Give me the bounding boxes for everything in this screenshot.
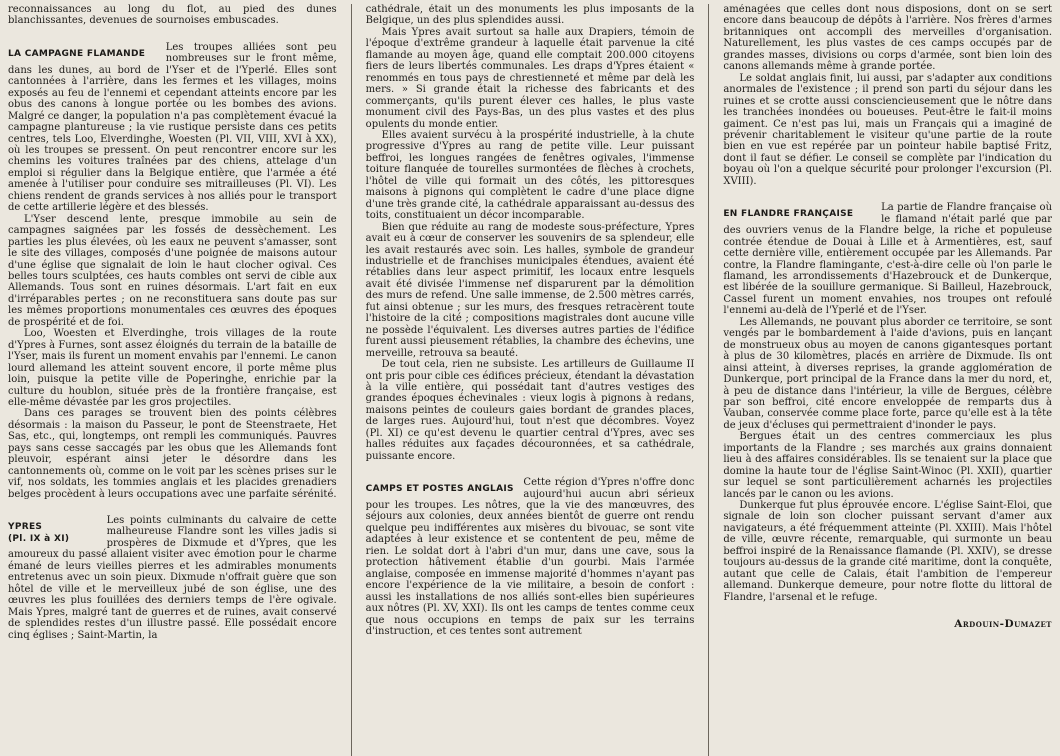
column-divider <box>708 4 709 756</box>
paragraph: Les Allemands, ne pouvant plus aborder ce territoire, se sont vengés par le bombardement à l'aide d'avions, puis en lançant de monstrueux obus au moyen de canons gigantesques portant à plus de 30 kilomètres, placés en arrière de Dixmude. Ils ont ainsi atteint, à diverses reprises, la grande agglomération de Dunkerque, port principal de la France dans la mer du nord, et, à peu de distance dans l'intérieur, la ville de Bergues, célèbre par son beffroi, cité encore enveloppée de remparts dus à Vauban, conservée comme place forte, parce qu'elle est à la tête de jeux d'écluses qui permettraient d'inonder le pays. <box>723 316 1053 431</box>
paragraph: Bergues était un des centres commerciaux les plus importants de la Flandre ; ses marchés aux grains donnaient lieu à des affaires considérables. Ils se tenaient sur la place que domine la haute tour de l'église Saint-Winoc (Pl. XXII), quartier sur lequel se sont particulièrement acharnés les projectiles lancés par le canon ou les avions. <box>723 431 1053 500</box>
paragraph: Elles avaient survécu à la prospérité industrielle, à la chute progressive d'Ypres au rang de petite ville. Leur puissant beffroi, les longues rangées de fenêtres ogivales, l'immense toiture flanquée de tourelles surmontées de flèches à crochets, l'hôtel de ville qui formait un des côtés, les pittoresques maisons à pignons qui complètent le cadre d'une place digne d'une très grande cité, la cathédrale apparaissant au-dessus des toits, constituaient un décor incomparable. <box>365 129 695 222</box>
paragraph: Les troupes alliées sont peu nombreuses sur le front même, dans les dunes, au bord de l'Yser et de l'Yperlé. Elles sont cantonnées à l'arrière, dans les fermes et les villages, moins exposés au feu de l'ennemi et cependant atteints encore par les obus des canons à longue portée ou les bombes des avions. Malgré ce danger, la population n'a pas complètement évacué la campagne plantureuse ; la vie rustique persiste dans ces petits centres, tels Loo, Elverdinghe, Woesten (Pl. VII, VIII, XVI à XX), où les troupes se pressent. On peut rencontrer encore sur les chemins les voitures traînées par des chiens, attelage d'un emploi si régulier dans la Belgique entière, que l'armée a été amenée à l'utiliser pour conduire ses mitrailleuses (Pl. VI). Les chiens rendent de grands services à nos alliés pour le transport de cette artillerie légère et des blessés. <box>8 41 337 214</box>
paragraph: Mais Ypres avait surtout sa halle aux Drapiers, témoin de l'époque d'extrême grandeur à laquelle était parvenue la cité flamande au moyen âge, quand elle comptait 200.000 citoyens fiers de leurs libertés communales. Les draps d'Ypres étaient « renommés en tous pays de chrestienneté et même par delà les mers. » Si grande était la richesse des fabricants et des commerçants, qu'ils purent élever ces halles, le plus vaste monument civil des Pays-Bas, un des plus vastes et des plus opulents du monde entier. <box>365 26 695 130</box>
column-divider <box>351 4 352 756</box>
paragraph: Loo, Woesten et Elverdinghe, trois villages de la route d'Ypres à Furnes, sont assez éloignés du terrain de la bataille de l'Yser, mais ils furent un moment envahis par l'ennemi. Le canon lourd allemand les atteint souvent encore, il porte même plus loin, puisque la petite ville de Poperinghe, enrichie par la culture du houblon, située près de la frontière française, est elle-même dévastée par les gros projectiles. <box>8 328 337 408</box>
paragraph: Le soldat anglais finit, lui aussi, par s'adapter aux conditions anormales de l'existence ; il prend son parti du séjour dans les ruines et se crotte aussi consciencieusement que le nôtre dans les tranchées inondées ou boueuses. Peut-être le fait-il moins gaiment. Ce n'est pas lui, mais un Français qui a imaginé de prévenir charitablement le visiteur qu'une partie de la route bien en vue est repérée par un pointeur habile baptisé Fritz, dont il faut se défier. Le conseil se complète par l'indication du boyau où l'on a quelque sécurité pour prolonger l'excursion (Pl. XVIII). <box>723 72 1053 187</box>
heading-subtitle: (Pl. IX à XI) <box>8 534 70 545</box>
author-signature: Ardouin-Dumazet <box>954 618 1053 631</box>
paragraph: Les points culminants du calvaire de cette malheureuse Flandre sont les villes jadis si prospères de Dixmude et d'Ypres, que les amoureux du passé allaient visiter avec émotion pour le charme émané de leurs vieilles pierres et les admirables monuments entretenus avec un soin pieux. Dixmude n'offrait guère que son hôtel de ville et le merveilleux jubé de son église, une des œuvres les plus fouillées des derniers temps de l'ère ogivale. Mais Ypres, malgré tant de guerres et de ruines, avait conservé de splendides restes d'un illustre passé. Elle possédait encore cinq églises ; Saint-Martin, la <box>8 515 337 641</box>
section-heading <box>8 515 107 545</box>
paragraph: La partie de Flandre française où le flamand n'était parlé que par des ouvriers venus de la Flandre belge, la riche et populeuse contrée étendue de Douai à Lille et à Armentières, est, sauf cette dernière ville, entièrement occupée par les Allemands. Par contre, la Flandre flamingante, c'est-à-dire celle où l'on parle le flamand, les arrondissements d'Hazebrouck et de Dunkerque, est libérée de la souillure germanique. Si Bailleul, Hazebrouck, Cassel furent un moment envahies, nos troupes ont refoulé l'ennemi au-delà de l'Yperlé et de l'Yser. <box>723 202 1053 317</box>
paragraph: L'Yser descend lente, presque immobile au sein de campagnes saignées par les fossés de dessèchement. Les parties les plus élevées, où les eaux ne peuvent s'amasser, sont le site des villages, composés d'une poignée de maisons autour d'une église que signalait de loin le haut clocher ogival. Ces belles tours sculptées, ces hauts combles ont servi de cible aux Allemands. Tous sont en ruines désormais. L'art fait en eux d'irréparables pertes ; on ne reconstituera sans doute pas sur les mêmes proportions monumentales ces œuvres des époques de prospérité et de foi. <box>8 213 337 328</box>
paragraph: cathédrale, était un des monuments les plus imposants de la Belgique, un des plus splendides aussi. <box>365 4 695 27</box>
section-camps-anglais <box>366 477 695 637</box>
section-heading: CAMPS ET POSTES ANGLAIS <box>365 484 514 495</box>
paragraph: Dunkerque fut plus éprouvée encore. L'église Saint-Eloi, que signale de loin son clocher puissant servant d'amer aux navigateurs, a été fréquemment atteinte (Pl. XXIII). Mais l'hôtel de ville, œuvre récente, remarquable, qui surmonte un beau beffroi inspiré de la Renaissance flamande (Pl. XXIV), se dresse toujours au-dessus de la grande cité maritime, dont la conquête, autant que celle de Calais, était l'ambition de l'empereur allemand. Dunkerque demeure, pour notre flotte du littoral de Flandre, l'arsenal et le refuge. <box>723 500 1053 603</box>
column-3 <box>723 4 1052 756</box>
section-flandre-francaise <box>723 202 1052 603</box>
heading-title: YPRES <box>8 522 43 533</box>
paragraph: reconnaissances au long du flot, au pied des dunes blanchissantes, devenues de sournoises embuscades. <box>8 4 337 27</box>
section-heading: EN FLANDRE FRANÇAISE <box>723 209 854 220</box>
column-2 <box>366 4 695 756</box>
column-1 <box>8 4 337 756</box>
paragraph: Bien que réduite au rang de modeste sous-préfecture, Ypres avait eu à cœur de conserver les souvenirs de sa splendeur, elle les avait restaurés avec soin. Les halles, symbole de grandeur industrielle et de franchises municipales étendues, avaient été rétablies dans leur aspect primitif, les locaux entre lesquels avait été divisée l'immense nef disparurent par la démolition des murs de refend. Une salle immense, de 2.500 mètres carrés, fut ainsi obtenue ; sur les murs, des fresques retracèrent toute l'histoire de la cité ; compositions magistrales dont aucune ville ne possède l'équivalent. Les diverses autres parties de l'édifice furent aussi pieusement rétablies, la chambre des échevins, une merveille, retrouva sa beauté. <box>365 221 695 359</box>
paragraph: aménagées que celles dont nous disposions, dont on se sert encore dans beaucoup de dépôts à l'arrière. Nos frères d'armes britanniques ont accompli des merveilles d'organisation. Naturellement, les plus vastes de ces camps occupés par de grandes masses, divisions ou corps d'armée, sont bien loin des canons allemands même à grande portée. <box>723 4 1053 73</box>
paragraph: Cette région d'Ypres n'offre donc aujourd'hui aucun abri sérieux pour les troupes. Les nôtres, que la vie des manœuvres, des séjours aux colonies, deux années bientôt de guerre ont rendu quelque peu indifférentes aux misères du bivouac, se sont vite adaptées à leur existence et se contentent de peu, même de rien. Le soldat dort à l'abri d'un mur, dans une cave, sous la protection hâtivement établie d'un gourbi. Mais l'armée anglaise, composée en immense majorité d'hommes n'ayant pas encore l'expérience de la vie militaire, a besoin de confort : aussi les installations de nos alliés sont-elles bien supérieures aux nôtres (Pl. XV, XXI). Ils ont les camps de tentes comme ceux que nous occupions en temps de paix sur les terrains d'instruction, et ces tentes sont autrement <box>365 477 695 638</box>
section-heading: LA CAMPAGNE FLAMANDE <box>8 48 146 59</box>
section-campagne-flamande <box>8 42 337 500</box>
section-ypres <box>8 515 337 641</box>
paragraph: Dans ces parages se trouvent bien des points célèbres désormais : la maison du Passeur, le pont de Steenstraete, Het Sas, etc., qui, longtemps, ont rempli les communiqués. Pauvres pays sans cesse saccagés par les obus que les Allemands font pleuvoir, espérant ainsi jeter le désordre dans les cantonnements où, comme on le voit par les scènes prises sur le vif, nos soldats, les tommies anglais et les placides grenadiers belges procèdent à leurs occupations avec une parfaite sérénité. <box>8 408 337 500</box>
paragraph: De tout cela, rien ne subsiste. Les artilleurs de Guillaume II ont pris pour cible ces édifices précieux, étendant la dévastation à la ville entière, qui possédait tant d'autres vestiges des grandes époques échevinales : vieux logis à pignons à redans, maisons peintes de couleurs gaies bordant de grandes places, de larges rues. Aujourd'hui, tout n'est que décombres. Voyez (Pl. XI) ce qu'est devenu le quartier central d'Ypres, avec ses halles réduites aux façades découronnées, et sa cathédrale, puissante encore. <box>365 359 695 462</box>
